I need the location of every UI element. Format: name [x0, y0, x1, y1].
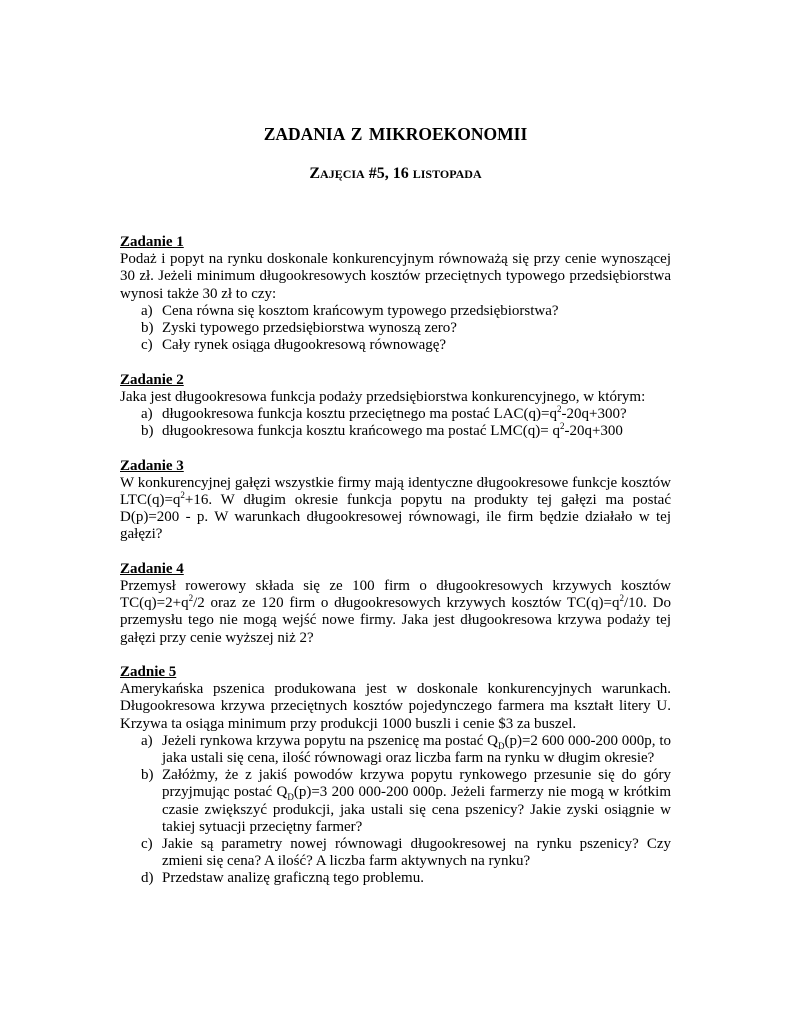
item-text: Jakie są parametry nowej równowagi długookresowej na rynku pszenicy? Czy zmieni się cena? A ilość? A liczba farm aktywnych na rynku?	[162, 836, 671, 870]
list-item	[120, 767, 671, 836]
exponent: 2	[619, 593, 624, 604]
task-1	[120, 234, 671, 354]
subtitle-z: Z	[309, 165, 321, 182]
list-item	[120, 836, 671, 870]
subscript: D	[287, 792, 294, 803]
item-text: (p)=2 600 000-200 000p, to jaka ustali się cena, ilość równowagi oraz liczba farm na rynku w długim okresie?	[162, 732, 671, 767]
task-1-items	[120, 303, 671, 355]
list-item	[120, 423, 671, 440]
item-text: -20q+300?	[561, 406, 627, 423]
list-item	[120, 337, 671, 354]
item-text: długookresowa funkcja kosztu krańcowego ma postać LMC(q)= q	[162, 423, 560, 440]
tasks-content	[120, 234, 671, 905]
exponent: 2	[557, 404, 562, 415]
text-run: Przemysł rowerowy składa się ze 100 firm o długookresowych krzywych kosztów TC(q)=2+q	[120, 578, 671, 612]
item-marker: d)	[141, 870, 154, 887]
list-item	[120, 733, 671, 767]
item-text: Jeżeli rynkowa krzywa popytu na pszenicę ma postać Q	[162, 732, 498, 749]
item-marker: b)	[141, 767, 154, 784]
task-2-items	[120, 406, 671, 440]
exponent: 2	[188, 593, 194, 604]
subtitle-number: #5, 16	[364, 165, 413, 182]
item-text: (p)=3 200 000-200 000p. Jeżeli farmerzy nie mogą w krótkim czasie zwiększyć produkcji, jaka ustali się cena pszenicy? Jakie zyski osiągnie w takiej sytuacji przeciętny farmer?	[162, 784, 671, 835]
text-run: W konkurencyjnej gałęzi wszystkie firmy mają identyczne długookresowe funkcje kosztów LTC(q)=q	[120, 474, 671, 509]
item-marker: a)	[141, 732, 153, 749]
task-intro: Amerykańska pszenica produkowana jest w doskonale konkurencyjnych warunkach. Długookresowa krzywa przeciętnych kosztów pojedynczego farmera ma kształt litery U. Krzywa ta osiąga minimum przy produkcji 1000 buszli i cenie $3 za buszel.	[120, 681, 671, 732]
item-text: Cały rynek osiąga długookresową równowagę?	[162, 337, 447, 354]
list-item	[120, 320, 671, 337]
document-title: ZADANIA Z MIKROEKONOMII	[263, 124, 528, 144]
task-heading: Zadanie 4	[120, 560, 184, 577]
item-marker: a)	[141, 302, 153, 319]
task-3	[120, 458, 671, 544]
exponent: 2	[559, 421, 565, 432]
task-heading: Zadnie 5	[120, 664, 177, 681]
task-heading: Zadanie 1	[120, 234, 184, 250]
exponent: 2	[180, 490, 185, 501]
item-marker: b)	[141, 320, 154, 337]
list-item	[120, 870, 671, 887]
text-run: /10. Do przemysłu tego nie mogą wejść nowe firmy. Jaka jest długookresowa krzywa podaży tej gałęzi przy cenie wyższej niż 2?	[120, 595, 671, 646]
subscript: D	[497, 740, 505, 751]
item-text: długookresowa funkcja kosztu przeciętnego ma postać LAC(q)=q	[162, 406, 558, 423]
item-text: Załóżmy, że z jakiś powodów krzywa popytu rynkowego przesunie się do góry przyjmując postać Q	[162, 767, 671, 801]
task-text	[120, 578, 671, 647]
subtitle-ajecia: AJĘCIA	[320, 167, 365, 181]
item-text: Przedstaw analizę graficzną tego problemu.	[162, 870, 424, 887]
task-4	[120, 561, 671, 647]
list-item	[120, 303, 671, 320]
task-heading: Zadanie 3	[120, 457, 184, 474]
task-text	[120, 475, 671, 544]
task-intro: Podaż i popyt na rynku doskonale konkurencyjnym równoważą się przy cenie wynoszącej 30 zł. Jeżeli minimum długookresowych kosztów przeciętnych typowego przedsiębiorstwa wynosi także 30 zł to czy:	[120, 251, 671, 302]
item-marker: b)	[141, 423, 154, 440]
task-heading: Zadanie 2	[120, 371, 184, 388]
task-2	[120, 372, 671, 441]
list-item	[120, 406, 671, 423]
text-run: /2 oraz ze 120 firm o długookresowych krzywych kosztów TC(q)=q	[193, 595, 620, 612]
task-intro: Jaka jest długookresowa funkcja podaży przedsiębiorstwa konkurencyjnego, w którym:	[120, 388, 646, 405]
subtitle-date: LISTOPADA	[412, 167, 482, 181]
item-text: Zyski typowego przedsiębiorstwa wynoszą zero?	[162, 320, 457, 337]
item-marker: a)	[141, 406, 153, 423]
item-text: Cena równa się kosztom krańcowym typowego przedsiębiorstwa?	[162, 302, 559, 319]
item-marker: c)	[141, 337, 153, 354]
task-5	[120, 664, 671, 888]
document-subtitle	[0, 165, 791, 183]
item-text: -20q+300	[564, 423, 623, 440]
task-5-items	[120, 733, 671, 888]
item-marker: c)	[141, 836, 153, 853]
text-run: +16. W długim okresie funkcja popytu na produkty tej gałęzi ma postać D(p)=200 - p. W warunkach długookresowej równowagi, ile firm będzie działało w tej gałęzi?	[120, 492, 671, 543]
